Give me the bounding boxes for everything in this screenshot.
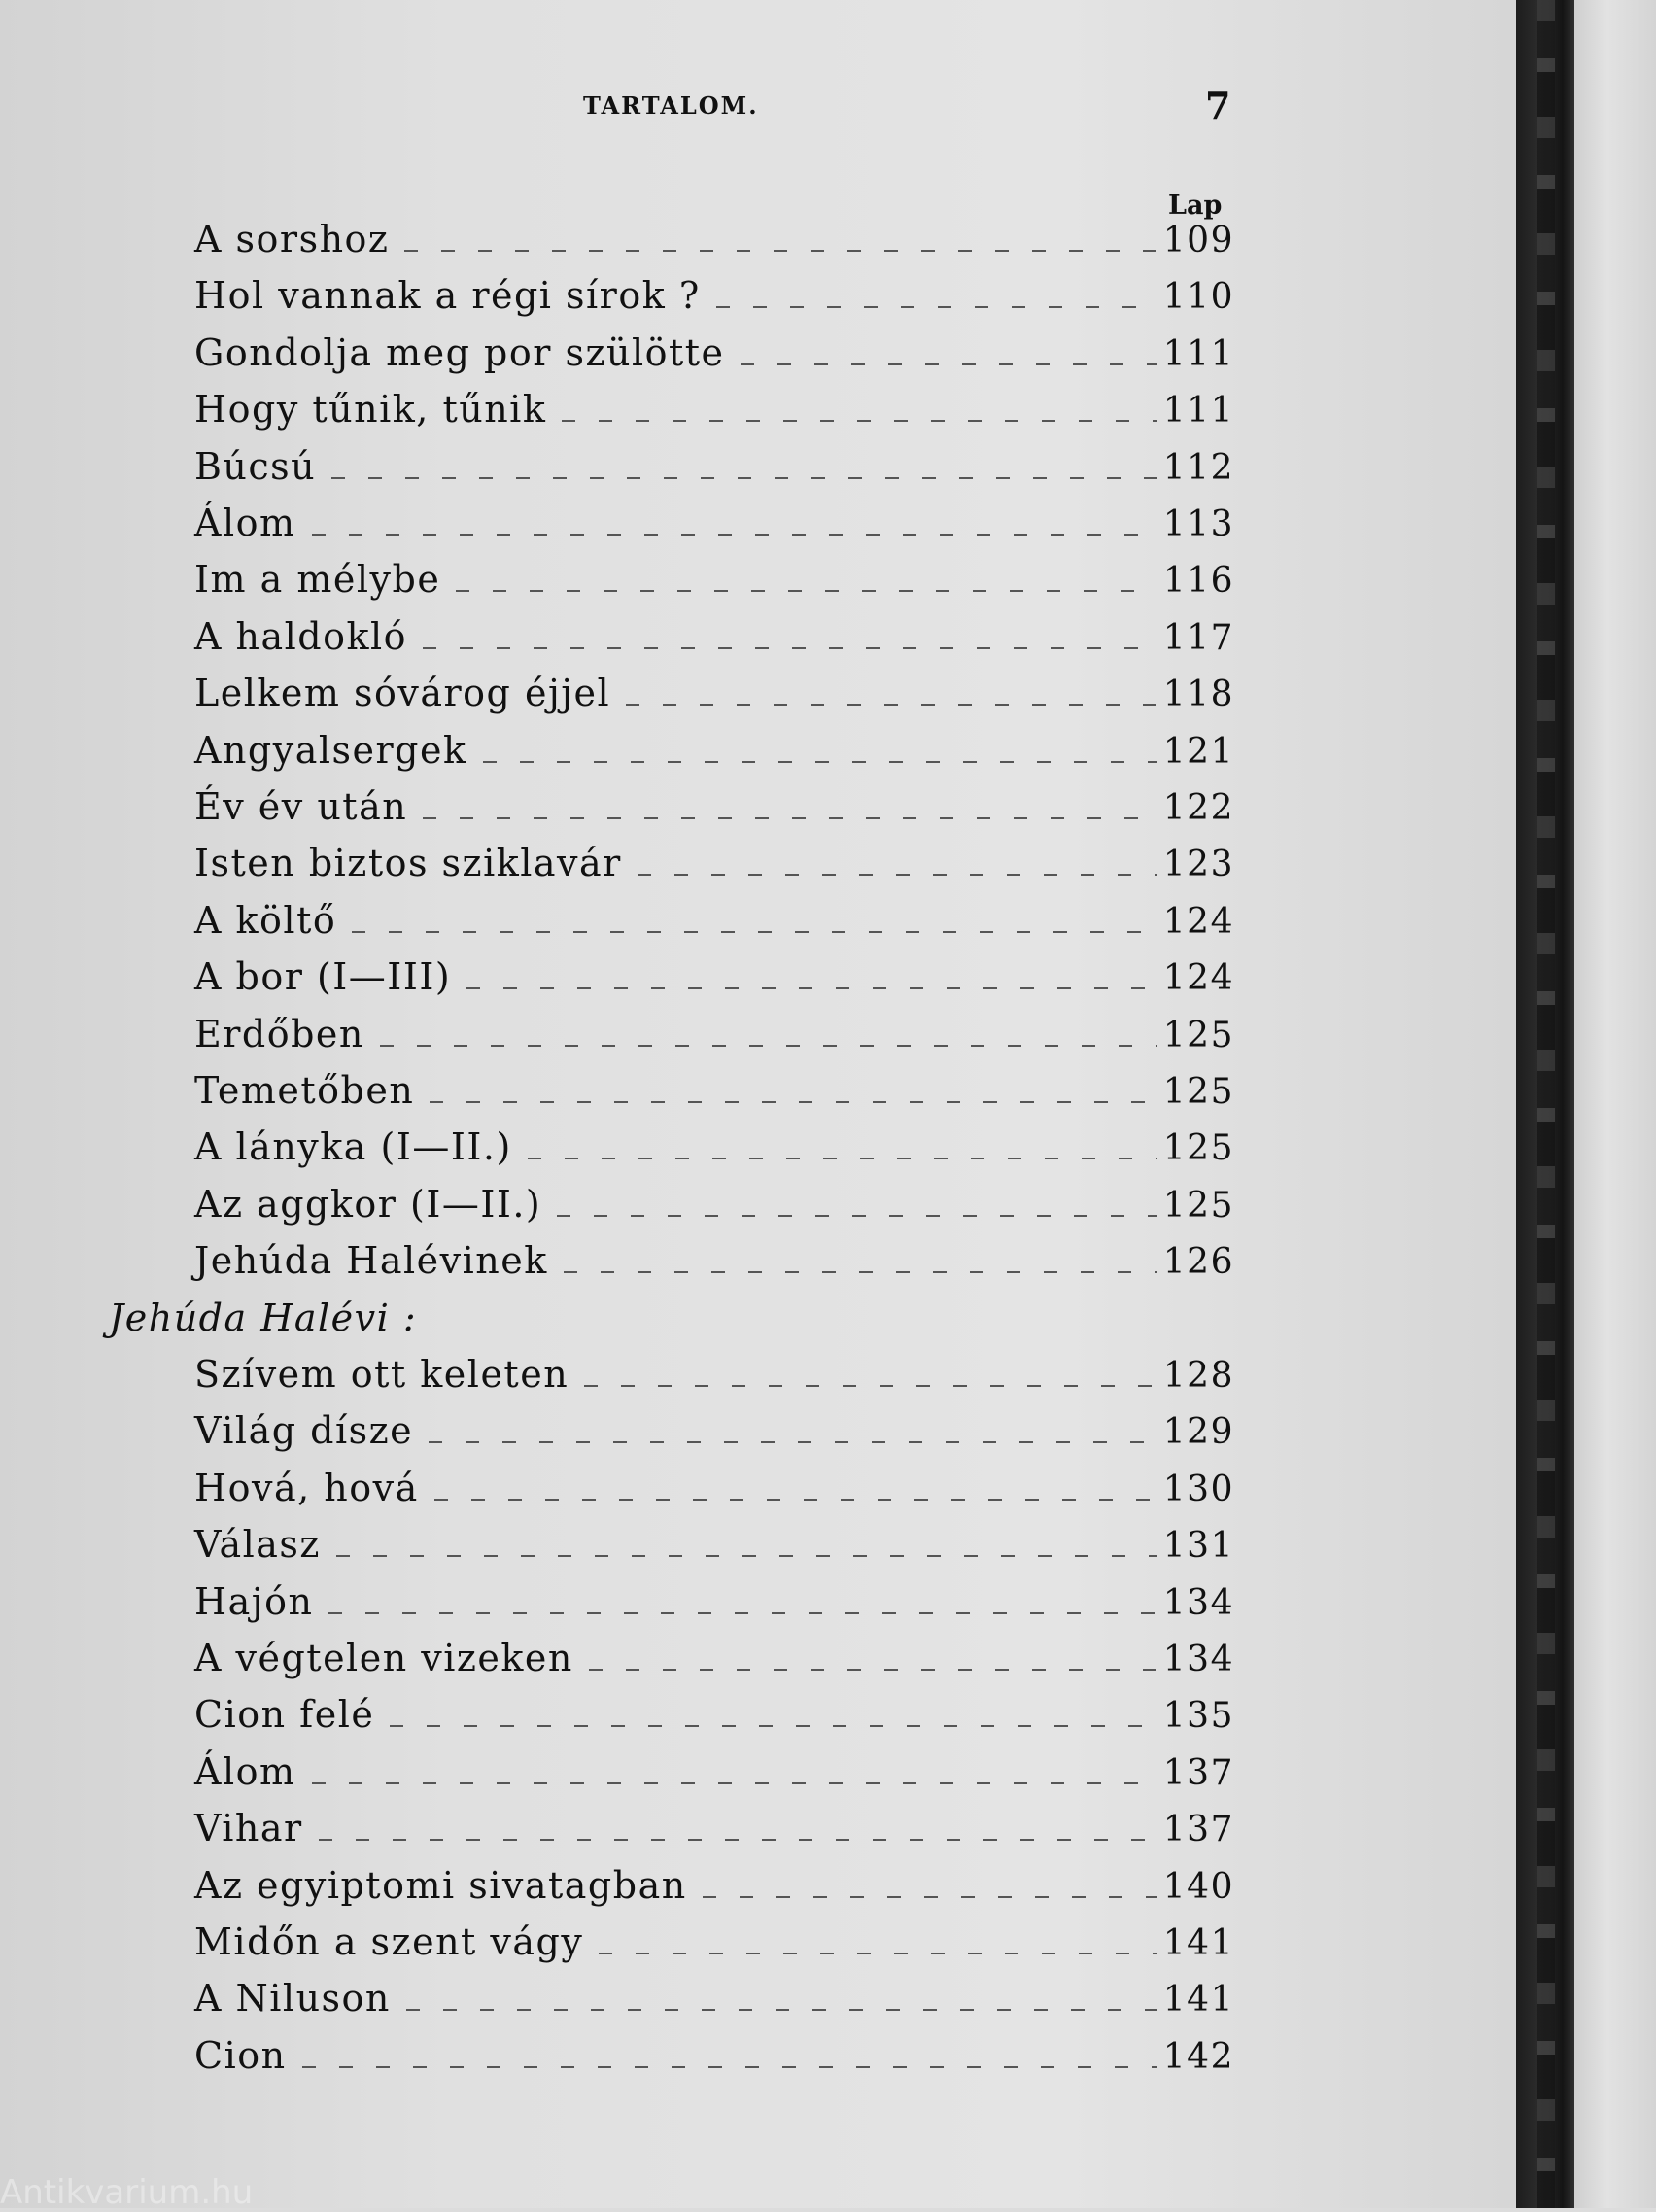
toc-entry xyxy=(194,1864,1234,1913)
toc-entry-page: 141 xyxy=(1162,1923,1234,1963)
toc-entry-page: 109 xyxy=(1162,221,1234,260)
toc-entry xyxy=(194,1807,1234,1855)
toc-entry-title: Cion xyxy=(194,2033,287,2077)
toc-entry xyxy=(194,331,1234,380)
toc-entry-page: 140 xyxy=(1162,1866,1234,1907)
page-column-label: Lap xyxy=(1168,190,1223,221)
dot-leader xyxy=(429,1441,1157,1443)
toc-entry-title: A bor (I—III) xyxy=(194,955,452,999)
dot-leader xyxy=(423,647,1157,649)
dot-leader xyxy=(599,1953,1156,1954)
dot-leader xyxy=(430,1101,1156,1103)
toc-entry-page: 113 xyxy=(1162,504,1234,544)
toc-entry-title: Év év után xyxy=(194,785,408,828)
toc-entry xyxy=(194,615,1234,664)
dot-leader xyxy=(404,250,1156,252)
toc-entry xyxy=(194,1580,1234,1629)
dot-leader xyxy=(716,306,1157,308)
dot-leader xyxy=(466,987,1157,989)
toc-entry-page: 135 xyxy=(1162,1696,1234,1737)
dot-leader xyxy=(626,704,1157,706)
toc-entry-page: 123 xyxy=(1162,845,1234,885)
dot-leader xyxy=(352,931,1157,933)
toc-entry-page: 117 xyxy=(1162,617,1234,658)
toc-entry-title: Álom xyxy=(194,1749,296,1793)
dot-leader xyxy=(434,1499,1157,1501)
toc-entry xyxy=(194,501,1234,550)
toc-entry-title: A haldokló xyxy=(194,614,408,658)
toc-entry-title: Midőn a szent vágy xyxy=(194,1920,584,1963)
toc-entry-page: 137 xyxy=(1162,1752,1234,1793)
toc-entry-page: 112 xyxy=(1162,447,1234,488)
toc-entry-title: Isten biztos sziklavár xyxy=(194,842,622,885)
page-number: 7 xyxy=(1205,84,1231,127)
toc-entry xyxy=(194,1637,1234,1685)
toc-entry xyxy=(194,1353,1234,1401)
dot-leader xyxy=(390,1725,1156,1727)
toc-entry xyxy=(194,1013,1234,1061)
dot-leader xyxy=(589,1669,1157,1671)
toc-entry-page: 125 xyxy=(1162,1072,1234,1112)
dot-leader xyxy=(703,1896,1157,1898)
toc-entry-page: 122 xyxy=(1162,788,1234,828)
toc-entry xyxy=(194,672,1234,720)
toc-entry-page: 128 xyxy=(1162,1356,1234,1396)
dot-leader xyxy=(557,1215,1157,1217)
toc-entry-title: Válasz xyxy=(194,1523,321,1567)
toc-entry xyxy=(194,1693,1234,1742)
dot-leader xyxy=(584,1385,1157,1387)
toc-entry-title: Világ dísze xyxy=(194,1409,414,1453)
dot-leader xyxy=(312,534,1157,536)
toc-entry-page: 134 xyxy=(1162,1582,1234,1623)
toc-entry xyxy=(194,274,1234,323)
section-heading: Jehúda Halévi : xyxy=(109,1296,418,1339)
toc-entry-title: Az egyiptomi sivatagban xyxy=(194,1863,687,1907)
spine-texture xyxy=(1537,0,1555,2208)
toc-entry-page: 125 xyxy=(1162,1185,1234,1226)
toc-entry-title: A lányka (I—II.) xyxy=(194,1125,512,1169)
toc-entry xyxy=(194,2034,1234,2083)
dot-leader xyxy=(331,477,1157,479)
toc-entry-title: Búcsú xyxy=(194,444,317,488)
toc-entry-title: Angyalsergek xyxy=(194,728,467,772)
toc-entry-page: 124 xyxy=(1162,901,1234,942)
dot-leader xyxy=(638,874,1157,876)
toc-entry-title: Szívem ott keleten xyxy=(194,1353,569,1396)
dot-leader xyxy=(564,1271,1157,1273)
toc-entry xyxy=(194,1977,1234,2025)
toc-entry-page: 110 xyxy=(1162,277,1234,318)
toc-entry-title: Jehúda Halévinek xyxy=(194,1239,548,1283)
toc-entry-page: 111 xyxy=(1162,333,1234,374)
toc-entry xyxy=(194,1409,1234,1458)
toc-entry-page: 116 xyxy=(1162,561,1234,602)
toc-entry-page: 124 xyxy=(1162,958,1234,999)
toc-entry-title: Hová, hová xyxy=(194,1466,419,1509)
toc-entry xyxy=(194,218,1234,266)
page-header xyxy=(0,84,1516,127)
dot-leader xyxy=(302,2066,1157,2068)
running-title: TARTALOM. xyxy=(583,91,759,120)
toc-entry-title: A Niluson xyxy=(194,1977,391,2021)
toc-entry-title: Cion felé xyxy=(194,1693,375,1737)
toc-entry xyxy=(194,1183,1234,1231)
toc-entry xyxy=(194,842,1234,890)
toc-entry xyxy=(194,1920,1234,1969)
toc-entry xyxy=(194,729,1234,778)
toc-entry-title: Hajón xyxy=(194,1579,314,1623)
toc-entry xyxy=(194,955,1234,1004)
toc-entry-title: Vihar xyxy=(194,1807,303,1850)
toc-entry-title: A végtelen vizeken xyxy=(194,1637,573,1679)
toc-entry-page: 131 xyxy=(1162,1526,1234,1567)
toc-entry-page: 126 xyxy=(1162,1242,1234,1283)
toc-entry xyxy=(194,1467,1234,1515)
toc-entry-title: A költő xyxy=(194,898,337,942)
dot-leader xyxy=(336,1555,1157,1557)
toc-entry-page: 111 xyxy=(1162,391,1234,432)
toc-entry-title: Hol vannak a régi sírok ? xyxy=(194,274,701,318)
dot-leader xyxy=(456,590,1156,592)
toc-entry-title: Erdőben xyxy=(194,1012,364,1055)
book-cover-edge xyxy=(1574,0,1656,2208)
toc-entry xyxy=(194,1750,1234,1799)
toc-entry-title: Álom xyxy=(194,501,296,544)
toc-entry xyxy=(194,388,1234,436)
toc-entry-title: Az aggkor (I—II.) xyxy=(194,1182,542,1226)
dot-leader xyxy=(312,1782,1157,1784)
toc-entry-title: Im a mélybe xyxy=(194,558,441,602)
dot-leader xyxy=(423,817,1157,819)
toc-entry-page: 141 xyxy=(1162,1980,1234,2021)
toc-entry-title: Lelkem sóvárog éjjel xyxy=(194,672,611,715)
toc-entry xyxy=(194,785,1234,834)
dot-leader xyxy=(319,1839,1157,1841)
dot-leader xyxy=(528,1158,1157,1159)
toc-entry-page: 125 xyxy=(1162,1128,1234,1169)
toc-entry xyxy=(194,1523,1234,1572)
toc-entry-page: 118 xyxy=(1162,674,1234,715)
toc-entry-title: Temetőben xyxy=(194,1069,415,1112)
dot-leader xyxy=(562,420,1156,422)
dot-leader xyxy=(483,761,1157,763)
toc-entry-title: Gondolja meg por szülötte xyxy=(194,330,725,374)
toc-entry xyxy=(194,1239,1234,1288)
dot-leader xyxy=(328,1612,1156,1614)
toc-entry-page: 142 xyxy=(1162,2036,1234,2077)
dot-leader xyxy=(380,1045,1157,1047)
dot-leader xyxy=(741,363,1157,365)
toc-entry-page: 134 xyxy=(1162,1640,1234,1679)
toc-entry-page: 129 xyxy=(1162,1412,1234,1453)
toc-entry xyxy=(194,445,1234,494)
toc-entry-page: 130 xyxy=(1162,1469,1234,1509)
toc-entry-page: 121 xyxy=(1162,731,1234,772)
toc-entry-title: Hogy tűnik, tűnik xyxy=(194,388,547,432)
toc-entry-page: 137 xyxy=(1162,1810,1234,1850)
toc-entry xyxy=(194,558,1234,606)
toc-entry xyxy=(194,1125,1234,1174)
toc-entry-title: A sorshoz xyxy=(194,218,390,260)
toc-entry xyxy=(194,899,1234,948)
dot-leader xyxy=(406,2009,1157,2011)
watermark: Antikvarium.hu xyxy=(0,2173,254,2212)
toc-entry xyxy=(194,1069,1234,1118)
toc-entry-page: 125 xyxy=(1162,1015,1234,1055)
